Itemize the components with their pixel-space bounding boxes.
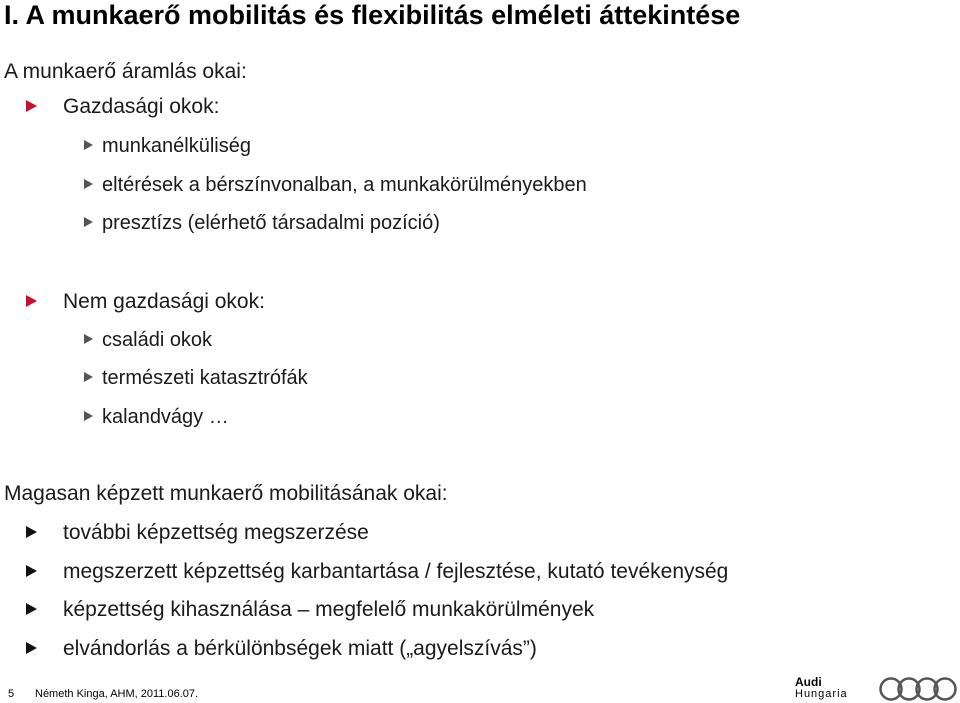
bullet-arrow-icon: [84, 411, 93, 421]
bullet-arrow-icon: [84, 372, 93, 382]
list-item: további képzettség megszerzése: [26, 521, 369, 545]
brand-top: Audi: [795, 675, 822, 689]
economic-label: Gazdasági okok:: [63, 95, 220, 118]
section1-heading: A munkaerő áramlás okai:: [4, 60, 247, 83]
section2-heading: Magasan képzett munkaerő mobilitásának okai:: [4, 482, 448, 505]
audi-rings-icon: [878, 676, 958, 702]
list-item: eltérések a bérszínvonalban, a munkakörülményekben: [84, 174, 587, 197]
bullet-arrow-icon: [26, 603, 37, 615]
list-item: képzettség kihasználása – megfelelő munkakörülmények: [26, 598, 594, 622]
footer-author: Németh Kinga, AHM, 2011.06.07.: [35, 688, 199, 700]
non-economic-label: Nem gazdasági okok:: [63, 290, 265, 313]
list-item: kalandvágy …: [84, 406, 229, 429]
bullet-arrow-icon: [26, 642, 37, 654]
bullet-arrow-icon: [26, 565, 37, 577]
bullet-arrow-icon: [26, 295, 37, 307]
brand-name: [795, 676, 848, 700]
bullet-arrow-icon: [84, 334, 93, 344]
list-item: munkanélküliség: [84, 135, 251, 158]
bullet-arrow-icon: [84, 179, 93, 189]
list-item: elvándorlás a bérkülönbségek miatt („agyelszívás”): [26, 637, 537, 661]
bullet-arrow-icon: [26, 526, 37, 538]
page-title: I. A munkaerő mobilitás és flexibilitás elméleti áttekintése: [4, 0, 741, 30]
page-number: 5: [8, 688, 15, 700]
list-item: presztízs (elérhető társadalmi pozíció): [84, 212, 440, 235]
list-item: családi okok: [84, 329, 212, 352]
list-item: megszerzett képzettség karbantartása / fejlesztése, kutató tevékenység: [26, 560, 728, 584]
brand-bottom: Hungaria: [795, 688, 848, 700]
bullet-arrow-icon: [84, 217, 93, 227]
bullet-arrow-icon: [84, 140, 93, 150]
list-item: természeti katasztrófák: [84, 367, 308, 390]
economic-reasons: [26, 95, 219, 119]
non-economic-reasons: [26, 290, 265, 314]
bullet-arrow-icon: [26, 100, 37, 112]
